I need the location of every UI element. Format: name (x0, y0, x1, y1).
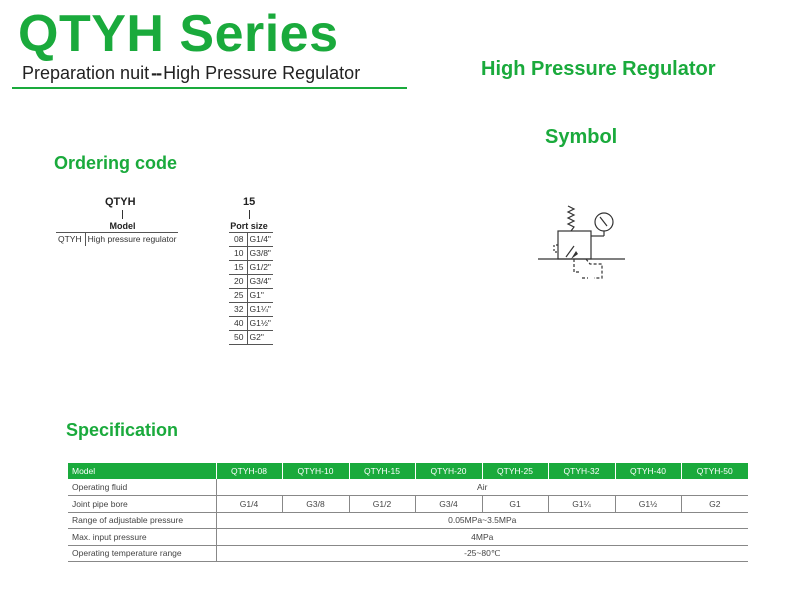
model-description-cell: High pressure regulator (87, 234, 177, 244)
flow-arrow-icon (571, 251, 578, 259)
spec-value-cell: G3/4 (415, 496, 482, 513)
spec-value-cell: G1/2 (349, 496, 415, 513)
model-table (56, 232, 178, 246)
symbol-title: Symbol (545, 126, 618, 148)
spec-row-label: Joint pipe bore (68, 496, 216, 513)
port-size-cell: G3/8" (247, 247, 273, 261)
spec-header-row (68, 463, 748, 479)
table-row (229, 317, 273, 331)
port-code-cell: 50 (229, 331, 247, 345)
spec-value-cell: G2 (681, 496, 748, 513)
port-size-cell: G3/4" (247, 275, 273, 289)
port-code-cell: 32 (229, 303, 247, 317)
specification-table (68, 463, 748, 562)
spec-value-cell: G1¼ (548, 496, 615, 513)
port-size-table (229, 232, 273, 345)
port-size-cell: G1/4" (247, 233, 273, 247)
port-size-heading: Port size (230, 221, 268, 231)
table-row (56, 233, 178, 247)
table-row (68, 512, 748, 529)
table-row (229, 303, 273, 317)
spec-model-header: QTYH-50 (681, 463, 748, 479)
spec-model-header: QTYH-15 (349, 463, 415, 479)
series-title: QTYH Series (18, 5, 339, 63)
spec-value-cell: 0.05MPa~3.5MPa (216, 512, 748, 529)
table-row (229, 247, 273, 261)
table-row (68, 529, 748, 546)
product-title: High Pressure Regulator (481, 58, 716, 80)
table-row (229, 331, 273, 345)
table-row (229, 261, 273, 275)
spec-value-cell: 4MPa (216, 529, 748, 546)
subtitle-suffix: High Pressure Regulator (163, 63, 361, 83)
spec-value-cell: G3/8 (282, 496, 349, 513)
port-code-tick (249, 210, 250, 219)
table-row (68, 479, 748, 496)
spec-row-label: Max. input pressure (68, 529, 216, 546)
table-row (229, 289, 273, 303)
port-code-cell: 25 (229, 289, 247, 303)
spec-value-cell: G1 (482, 496, 548, 513)
series-subtitle (22, 63, 360, 84)
spec-model-header: QTYH-20 (415, 463, 482, 479)
model-code-tick (122, 210, 123, 219)
spec-row-label: Range of adjustable pressure (68, 512, 216, 529)
spec-model-header: QTYH-10 (282, 463, 349, 479)
port-size-cell: G1¼" (247, 303, 273, 317)
pressure-regulator-symbol-icon (530, 198, 630, 284)
port-code-cell: 40 (229, 317, 247, 331)
table-row (229, 275, 273, 289)
specification-title: Specification (66, 420, 179, 440)
spec-model-header: QTYH-25 (482, 463, 548, 479)
ordering-port-code: 15 (243, 196, 256, 208)
port-size-cell: G1/2" (247, 261, 273, 275)
port-code-cell: 08 (229, 233, 247, 247)
spec-model-header: QTYH-32 (548, 463, 615, 479)
table-row (229, 233, 273, 247)
port-code-cell: 20 (229, 275, 247, 289)
spec-row-label: Operating temperature range (68, 545, 216, 562)
table-row (68, 496, 748, 513)
port-size-cell: G1½" (247, 317, 273, 331)
port-code-cell: 15 (229, 261, 247, 275)
model-heading: Model (109, 221, 136, 231)
spec-header-label: Model (68, 463, 216, 479)
spec-value-cell: Air (216, 479, 748, 496)
ordering-code-title: Ordering code (54, 153, 178, 173)
port-code-cell: 10 (229, 247, 247, 261)
spec-value-cell: G1½ (615, 496, 681, 513)
subtitle-dash: -- (151, 63, 162, 83)
spec-value-cell: -25~80℃ (216, 545, 748, 562)
port-size-cell: G1" (247, 289, 273, 303)
spec-model-header: QTYH-08 (216, 463, 282, 479)
model-code-cell: QTYH (56, 233, 85, 247)
spec-model-header: QTYH-40 (615, 463, 681, 479)
port-size-cell: G2" (247, 331, 273, 345)
spec-value-cell: G1/4 (216, 496, 282, 513)
spec-row-label: Operating fluid (68, 479, 216, 496)
ordering-model-code: QTYH (105, 196, 136, 208)
header-rule (12, 87, 407, 89)
subtitle-prefix: Preparation nuit (22, 63, 150, 83)
table-row (68, 545, 748, 562)
